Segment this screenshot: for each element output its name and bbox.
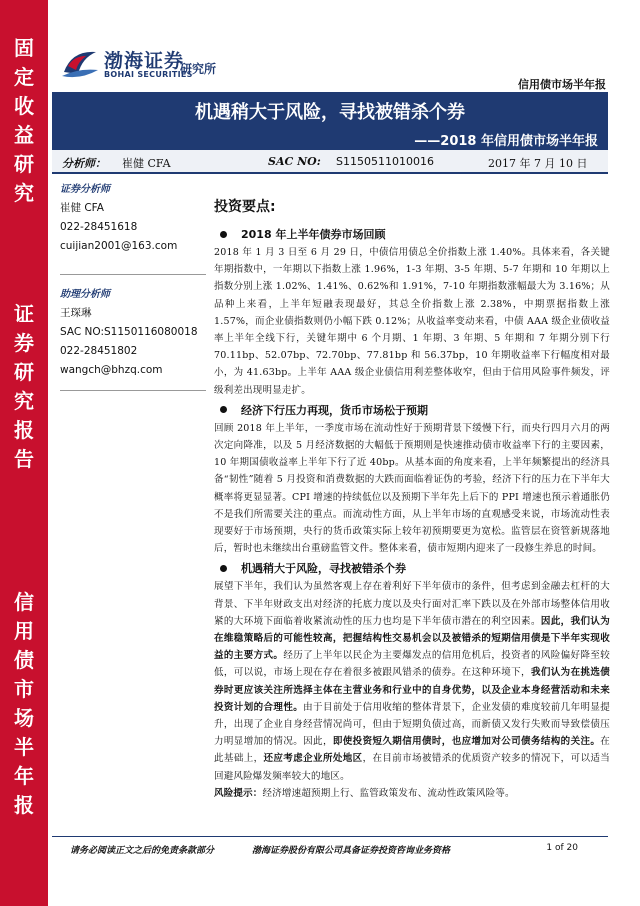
key-points-title: 投资要点: (214, 199, 276, 215)
bohai-logo-icon (60, 46, 100, 80)
analyst-label: 分析师： (62, 157, 106, 170)
page-title: 机遇稍大于风险，寻找被错杀个券 (195, 102, 465, 123)
brand-name: 渤海证券 (104, 50, 185, 72)
report-type: 信用债市场半年报 (518, 78, 606, 91)
section-paragraph: 展望下半年，我们认为虽然客观上存在着利好下半年债市的条件，但考虑到金融去杠杆的大背景、下半年财政支出对经济的托底力度以及央行面对汇率下跌以及在外部市场整体信用收紧的大环境下面临着收紧流动性的压力也均是下半年债市潜在的利空因素。因此，我们认为在维稳策略后的可能性较高，把握结构性交易机会以及被错杀的短期信用债是下半年实现收益的主要方式。经历了上半年以民企为主要爆发点的信用危机后，投资者的风险偏好降至较低，可以说，市场上现在存在着很多被跟风错杀的债券。在这种环境下，我们认为在挑选债券时更应该关注所选择主体在主营业务和行业中的自身优势，以及企业本身经营活动和未来投资计划的合理性。由于目前处于信用收缩的整体背景下，企业发债的难度较前几年明显提升，出现了企业自身经营情况尚可，但由于短期负债过高，而新债又发行失败而导致偿债压力明显增加的情况。因此，即使投资短久期信用债时，也应增加对公司债务结构的关注。在此基础上，还应考虑企业所处地区，在目前市场被错杀的优质资产较多的情况下，可以适当回避风险爆发频率较大的地区。 (214, 581, 610, 782)
section-heading: 经济下行压力再现，货币市场松于预期 (214, 402, 610, 418)
disclaimer-note: 请务必阅读正文之后的免责条款部分 (70, 846, 215, 856)
sidebar-category: 固 定 收 益 研 究 (14, 36, 34, 205)
sac-label: SAC NO: (268, 155, 321, 168)
page-subtitle: ——2018 年信用债市场半年报 (414, 134, 598, 149)
report-date: 2017 年 7 月 10 日 (488, 157, 588, 170)
institute-label: 研究所 (180, 62, 217, 76)
risk-warning: 风险提示：经济增速超预期上行、监管政策发布、流动性政策风险等。 (214, 787, 515, 799)
section-paragraph: 2018 年 1 月 3 日至 6 月 29 日，中债信用债总全价指数上涨 1.40%。具体来看，各关键年期指数中，一年期以下指数上涨 1.96%，1-3 年期、3-5 年期、5-7 年期和 10 年期以上指数分别上涨 1.02%、1.41%、0.62%和 1.91%，7-10 年期指数涨幅最大为 3.16%；从品种上来看，上半年短融表现最好，其总全价指数上涨 2.38%，中期票据指数上涨 1.57%，而企业债指数则仍小幅下跌 0.12%；从收益率变动来看，中债 AAA 级企业债收益率上半年全线下行，关键年期中 6 个月期、1 年期、3 年期、5 年期和 7 年期分别下行 70.11bp、52.07bp、72.70bp、77.81bp 和 56.37bp，10 年期收益率下行幅度相对最小，为 41.63bp。上半年 AAA 级企业债信用利差整体收窄，但由于信用风险事件频发，评级利差出现明显走扩。 (214, 247, 610, 396)
bullet-icon (220, 406, 227, 413)
analyst-section-title: 证券分析师 (60, 184, 110, 195)
left-sidebar (0, 0, 48, 906)
page-footer (52, 836, 608, 860)
bullet-icon (220, 565, 227, 572)
company-qualification: 渤海证券股份有限公司具备证券投资咨询业务资格 (252, 846, 451, 856)
page-number: 1 of 20 (546, 843, 578, 853)
contact-email[interactable]: wangch@bhzq.com (60, 364, 163, 376)
contact-sac: SAC NO:S1150116080018 (60, 326, 198, 338)
contact-email[interactable]: cuijian2001@163.com (60, 240, 178, 252)
contact-phone: 022-28451802 (60, 345, 138, 357)
divider (60, 390, 206, 391)
section-heading: 机遇稍大于风险，寻找被错杀个券 (214, 560, 610, 576)
sidebar-doc-type: 证 券 研 究 报 告 (14, 302, 34, 471)
section-heading: 2018 年上半年债券市场回顾 (214, 226, 610, 242)
bullet-icon (220, 231, 227, 238)
contacts-panel (60, 180, 206, 395)
key-points (214, 196, 610, 802)
contact-name: 崔健 CFA (60, 202, 104, 214)
title-band (52, 92, 608, 150)
contact-name: 王琛琳 (60, 307, 92, 319)
section-paragraph: 回顾 2018 年上半年，一季度市场在流动性好于预期背景下缓慢下行，而央行四月六月的两次定向降准，以及 5 月经济数据的大幅低于预期则是快速推动债市收益率下行的主要因素，10 年期国债收益率上半年下行了近 40bp。从基本面的角度来看，上半年频繁提出的经济具备“韧性”随着 5 月投资和消费数据的大跌而面临着证伪的考验，经济下行的压力在下半年大概率将更显显著。CPI 增速的持续低位以及预期下半年先上后下的 PPI 增速也预示着通胀仍不是我们所需要关注的重点。而流动性方面，从上半年市场的直观感受来说，市场流动性表现要好于市场预期，央行的货币政策实际上较年初预期要更为宽松。监管层在资管新规落地后，暂时也未继续出台重磅监管文件。整体来看，债市短期内迎来了一段修生养息的时间。 (214, 422, 610, 555)
analyst-info-bar (52, 150, 608, 174)
sidebar-report-name: 信 用 债 市 场 半 年 报 (14, 590, 34, 817)
divider (60, 274, 206, 275)
contact-phone: 022-28451618 (60, 221, 138, 233)
brand-name-en: BOHAI SECURITIES (104, 70, 193, 79)
analyst-name: 崔健 CFA (122, 157, 171, 170)
sac-number: S1150511010016 (336, 155, 434, 168)
assistant-section-title: 助理分析师 (60, 289, 110, 300)
